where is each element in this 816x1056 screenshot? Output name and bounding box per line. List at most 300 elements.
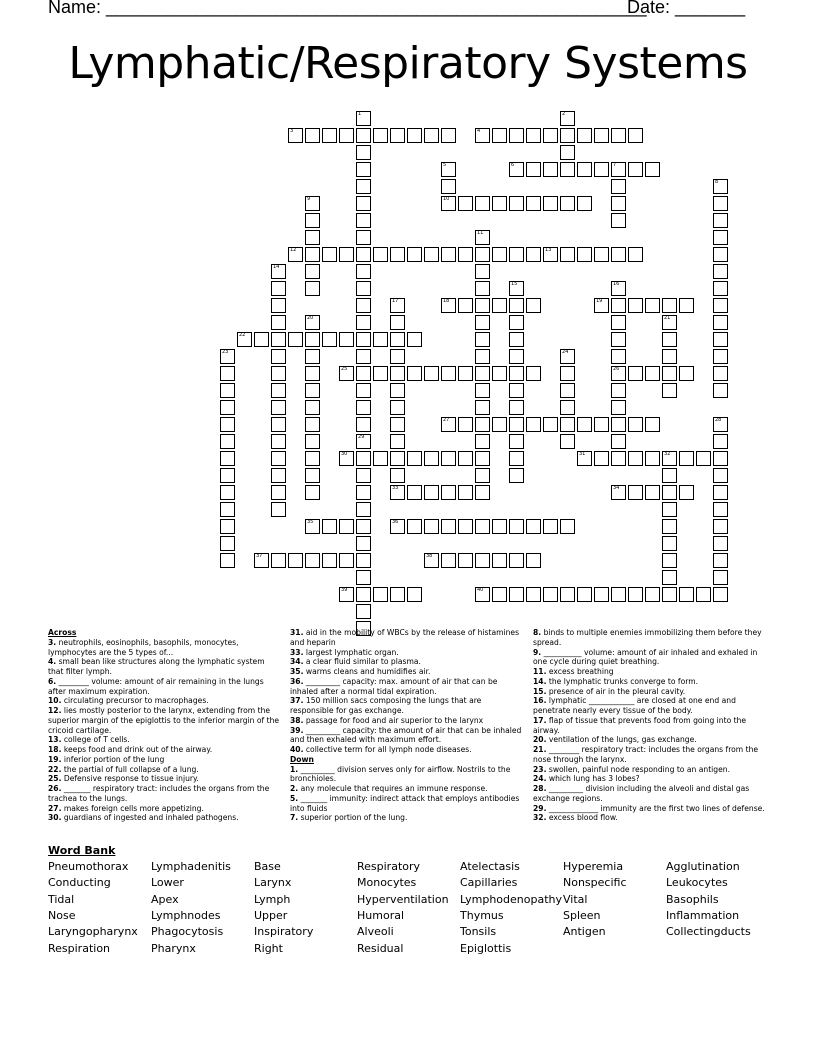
grid-cell[interactable] (220, 349, 235, 364)
grid-cell[interactable] (645, 485, 660, 500)
grid-cell[interactable] (441, 553, 456, 568)
grid-cell[interactable] (696, 587, 711, 602)
grid-cell[interactable] (407, 587, 422, 602)
grid-cell[interactable] (645, 366, 660, 381)
grid-cell[interactable] (509, 315, 524, 330)
grid-cell[interactable] (356, 213, 371, 228)
grid-cell[interactable] (390, 587, 405, 602)
grid-cell[interactable] (373, 451, 388, 466)
grid-cell[interactable] (560, 383, 575, 398)
grid-cell[interactable] (526, 196, 541, 211)
grid-cell[interactable] (424, 366, 439, 381)
grid-cell[interactable] (271, 366, 286, 381)
grid-cell[interactable] (407, 366, 422, 381)
grid-cell[interactable] (356, 162, 371, 177)
grid-cell[interactable] (356, 451, 371, 466)
grid-cell[interactable] (390, 451, 405, 466)
grid-cell[interactable] (356, 485, 371, 500)
grid-cell[interactable] (475, 264, 490, 279)
grid-cell[interactable] (577, 587, 592, 602)
grid-cell[interactable] (254, 332, 269, 347)
grid-cell[interactable] (713, 366, 728, 381)
grid-cell[interactable] (594, 128, 609, 143)
grid-cell[interactable] (458, 451, 473, 466)
grid-cell[interactable] (458, 298, 473, 313)
grid-cell[interactable] (288, 553, 303, 568)
grid-cell[interactable] (407, 485, 422, 500)
grid-cell[interactable] (594, 451, 609, 466)
grid-cell[interactable] (526, 519, 541, 534)
grid-cell[interactable] (509, 587, 524, 602)
grid-cell[interactable] (339, 128, 354, 143)
grid-cell[interactable] (560, 519, 575, 534)
grid-cell[interactable] (560, 196, 575, 211)
grid-cell[interactable] (543, 417, 558, 432)
grid-cell[interactable] (339, 519, 354, 534)
grid-cell[interactable] (305, 349, 320, 364)
grid-cell[interactable] (441, 485, 456, 500)
grid-cell[interactable] (662, 570, 677, 585)
grid-cell[interactable] (628, 451, 643, 466)
grid-cell[interactable] (713, 383, 728, 398)
grid-cell[interactable] (611, 162, 626, 177)
grid-cell[interactable] (305, 196, 320, 211)
grid-cell[interactable] (475, 247, 490, 262)
grid-cell[interactable] (662, 366, 677, 381)
grid-cell[interactable] (475, 230, 490, 245)
grid-cell[interactable] (220, 417, 235, 432)
grid-cell[interactable] (356, 315, 371, 330)
grid-cell[interactable] (220, 485, 235, 500)
grid-cell[interactable] (271, 417, 286, 432)
grid-cell[interactable] (441, 162, 456, 177)
grid-cell[interactable] (356, 264, 371, 279)
grid-cell[interactable] (356, 366, 371, 381)
grid-cell[interactable] (577, 247, 592, 262)
grid-cell[interactable] (594, 247, 609, 262)
grid-cell[interactable] (577, 196, 592, 211)
grid-cell[interactable] (713, 536, 728, 551)
grid-cell[interactable] (305, 281, 320, 296)
grid-cell[interactable] (543, 519, 558, 534)
grid-cell[interactable] (526, 366, 541, 381)
grid-cell[interactable] (509, 281, 524, 296)
grid-cell[interactable] (526, 298, 541, 313)
grid-cell[interactable] (356, 230, 371, 245)
grid-cell[interactable] (305, 383, 320, 398)
grid-cell[interactable] (611, 587, 626, 602)
grid-cell[interactable] (390, 366, 405, 381)
grid-cell[interactable] (390, 417, 405, 432)
grid-cell[interactable] (356, 434, 371, 449)
grid-cell[interactable] (594, 298, 609, 313)
grid-cell[interactable] (509, 332, 524, 347)
grid-cell[interactable] (441, 247, 456, 262)
grid-cell[interactable] (526, 587, 541, 602)
grid-cell[interactable] (662, 315, 677, 330)
grid-cell[interactable] (220, 468, 235, 483)
grid-cell[interactable] (662, 332, 677, 347)
grid-cell[interactable] (577, 451, 592, 466)
grid-cell[interactable] (407, 247, 422, 262)
grid-cell[interactable] (577, 417, 592, 432)
grid-cell[interactable] (526, 417, 541, 432)
grid-cell[interactable] (509, 553, 524, 568)
grid-cell[interactable] (611, 349, 626, 364)
grid-cell[interactable] (322, 332, 337, 347)
grid-cell[interactable] (509, 400, 524, 415)
grid-cell[interactable] (713, 349, 728, 364)
grid-cell[interactable] (611, 315, 626, 330)
grid-cell[interactable] (713, 519, 728, 534)
grid-cell[interactable] (356, 502, 371, 517)
grid-cell[interactable] (628, 162, 643, 177)
grid-cell[interactable] (611, 298, 626, 313)
grid-cell[interactable] (713, 298, 728, 313)
grid-cell[interactable] (271, 281, 286, 296)
grid-cell[interactable] (356, 468, 371, 483)
grid-cell[interactable] (662, 519, 677, 534)
grid-cell[interactable] (373, 587, 388, 602)
grid-cell[interactable] (390, 400, 405, 415)
grid-cell[interactable] (509, 247, 524, 262)
grid-cell[interactable] (220, 519, 235, 534)
grid-cell[interactable] (390, 298, 405, 313)
grid-cell[interactable] (526, 247, 541, 262)
grid-cell[interactable] (611, 434, 626, 449)
grid-cell[interactable] (713, 553, 728, 568)
grid-cell[interactable] (356, 604, 371, 619)
grid-cell[interactable] (288, 332, 303, 347)
grid-cell[interactable] (713, 230, 728, 245)
grid-cell[interactable] (645, 451, 660, 466)
grid-cell[interactable] (407, 332, 422, 347)
grid-cell[interactable] (390, 383, 405, 398)
grid-cell[interactable] (356, 128, 371, 143)
grid-cell[interactable] (611, 366, 626, 381)
grid-cell[interactable] (713, 315, 728, 330)
grid-cell[interactable] (628, 485, 643, 500)
grid-cell[interactable] (305, 519, 320, 534)
grid-cell[interactable] (390, 247, 405, 262)
grid-cell[interactable] (611, 417, 626, 432)
grid-cell[interactable] (220, 502, 235, 517)
grid-cell[interactable] (492, 247, 507, 262)
grid-cell[interactable] (356, 298, 371, 313)
grid-cell[interactable] (271, 434, 286, 449)
grid-cell[interactable] (441, 179, 456, 194)
grid-cell[interactable] (475, 553, 490, 568)
grid-cell[interactable] (611, 196, 626, 211)
grid-cell[interactable] (339, 587, 354, 602)
grid-cell[interactable] (526, 162, 541, 177)
grid-cell[interactable] (475, 587, 490, 602)
grid-cell[interactable] (509, 417, 524, 432)
grid-cell[interactable] (271, 502, 286, 517)
grid-cell[interactable] (407, 128, 422, 143)
grid-cell[interactable] (628, 417, 643, 432)
grid-cell[interactable] (628, 298, 643, 313)
grid-cell[interactable] (475, 383, 490, 398)
grid-cell[interactable] (628, 247, 643, 262)
grid-cell[interactable] (662, 383, 677, 398)
grid-cell[interactable] (628, 366, 643, 381)
grid-cell[interactable] (594, 587, 609, 602)
grid-cell[interactable] (492, 298, 507, 313)
grid-cell[interactable] (526, 128, 541, 143)
grid-cell[interactable] (679, 485, 694, 500)
grid-cell[interactable] (560, 162, 575, 177)
grid-cell[interactable] (220, 400, 235, 415)
grid-cell[interactable] (611, 179, 626, 194)
grid-cell[interactable] (475, 281, 490, 296)
grid-cell[interactable] (475, 128, 490, 143)
grid-cell[interactable] (679, 366, 694, 381)
grid-cell[interactable] (339, 247, 354, 262)
grid-cell[interactable] (594, 417, 609, 432)
grid-cell[interactable] (305, 485, 320, 500)
grid-cell[interactable] (407, 519, 422, 534)
grid-cell[interactable] (628, 128, 643, 143)
grid-cell[interactable] (475, 485, 490, 500)
grid-cell[interactable] (424, 553, 439, 568)
grid-cell[interactable] (220, 451, 235, 466)
grid-cell[interactable] (611, 485, 626, 500)
grid-cell[interactable] (713, 451, 728, 466)
grid-cell[interactable] (611, 213, 626, 228)
grid-cell[interactable] (305, 247, 320, 262)
grid-cell[interactable] (356, 332, 371, 347)
grid-cell[interactable] (611, 281, 626, 296)
grid-cell[interactable] (662, 536, 677, 551)
grid-cell[interactable] (424, 247, 439, 262)
grid-cell[interactable] (509, 519, 524, 534)
grid-cell[interactable] (373, 332, 388, 347)
grid-cell[interactable] (271, 553, 286, 568)
grid-cell[interactable] (577, 162, 592, 177)
grid-cell[interactable] (475, 434, 490, 449)
grid-cell[interactable] (356, 349, 371, 364)
grid-cell[interactable] (713, 468, 728, 483)
grid-cell[interactable] (339, 451, 354, 466)
grid-cell[interactable] (356, 383, 371, 398)
grid-cell[interactable] (509, 162, 524, 177)
grid-cell[interactable] (220, 536, 235, 551)
grid-cell[interactable] (356, 400, 371, 415)
grid-cell[interactable] (271, 349, 286, 364)
grid-cell[interactable] (458, 553, 473, 568)
grid-cell[interactable] (492, 128, 507, 143)
grid-cell[interactable] (356, 111, 371, 126)
grid-cell[interactable] (560, 247, 575, 262)
name-field[interactable]: Name: ______________________________________________________ (48, 0, 647, 17)
grid-cell[interactable] (713, 502, 728, 517)
grid-cell[interactable] (475, 349, 490, 364)
grid-cell[interactable] (645, 587, 660, 602)
grid-cell[interactable] (271, 315, 286, 330)
grid-cell[interactable] (220, 553, 235, 568)
grid-cell[interactable] (441, 451, 456, 466)
grid-cell[interactable] (339, 332, 354, 347)
grid-cell[interactable] (475, 519, 490, 534)
grid-cell[interactable] (220, 434, 235, 449)
grid-cell[interactable] (220, 383, 235, 398)
grid-cell[interactable] (492, 196, 507, 211)
grid-cell[interactable] (339, 553, 354, 568)
grid-cell[interactable] (645, 417, 660, 432)
grid-cell[interactable] (305, 332, 320, 347)
grid-cell[interactable] (713, 179, 728, 194)
grid-cell[interactable] (356, 553, 371, 568)
grid-cell[interactable] (560, 349, 575, 364)
grid-cell[interactable] (356, 145, 371, 160)
grid-cell[interactable] (322, 247, 337, 262)
grid-cell[interactable] (543, 128, 558, 143)
grid-cell[interactable] (475, 315, 490, 330)
grid-cell[interactable] (305, 315, 320, 330)
grid-cell[interactable] (696, 451, 711, 466)
grid-cell[interactable] (305, 230, 320, 245)
grid-cell[interactable] (662, 468, 677, 483)
grid-cell[interactable] (543, 247, 558, 262)
grid-cell[interactable] (458, 247, 473, 262)
grid-cell[interactable] (560, 434, 575, 449)
grid-cell[interactable] (237, 332, 252, 347)
grid-cell[interactable] (322, 519, 337, 534)
grid-cell[interactable] (390, 434, 405, 449)
grid-cell[interactable] (356, 247, 371, 262)
grid-cell[interactable] (424, 485, 439, 500)
grid-cell[interactable] (441, 128, 456, 143)
grid-cell[interactable] (288, 128, 303, 143)
grid-cell[interactable] (492, 366, 507, 381)
grid-cell[interactable] (611, 400, 626, 415)
grid-cell[interactable] (356, 417, 371, 432)
grid-cell[interactable] (305, 553, 320, 568)
grid-cell[interactable] (662, 553, 677, 568)
grid-cell[interactable] (441, 298, 456, 313)
grid-cell[interactable] (509, 434, 524, 449)
grid-cell[interactable] (271, 468, 286, 483)
grid-cell[interactable] (662, 485, 677, 500)
grid-cell[interactable] (560, 400, 575, 415)
grid-cell[interactable] (611, 383, 626, 398)
grid-cell[interactable] (475, 196, 490, 211)
grid-cell[interactable] (441, 519, 456, 534)
grid-cell[interactable] (475, 366, 490, 381)
grid-cell[interactable] (662, 298, 677, 313)
grid-cell[interactable] (305, 366, 320, 381)
grid-cell[interactable] (305, 128, 320, 143)
grid-cell[interactable] (509, 468, 524, 483)
grid-cell[interactable] (679, 587, 694, 602)
grid-cell[interactable] (713, 485, 728, 500)
grid-cell[interactable] (305, 213, 320, 228)
grid-cell[interactable] (662, 349, 677, 364)
grid-cell[interactable] (713, 264, 728, 279)
grid-cell[interactable] (509, 383, 524, 398)
grid-cell[interactable] (271, 400, 286, 415)
grid-cell[interactable] (611, 332, 626, 347)
grid-cell[interactable] (424, 451, 439, 466)
grid-cell[interactable] (509, 128, 524, 143)
grid-cell[interactable] (713, 587, 728, 602)
grid-cell[interactable] (560, 128, 575, 143)
grid-cell[interactable] (305, 451, 320, 466)
grid-cell[interactable] (713, 213, 728, 228)
grid-cell[interactable] (441, 196, 456, 211)
grid-cell[interactable] (577, 128, 592, 143)
grid-cell[interactable] (560, 417, 575, 432)
grid-cell[interactable] (560, 145, 575, 160)
grid-cell[interactable] (356, 196, 371, 211)
grid-cell[interactable] (509, 298, 524, 313)
grid-cell[interactable] (271, 451, 286, 466)
grid-cell[interactable] (305, 400, 320, 415)
grid-cell[interactable] (458, 366, 473, 381)
grid-cell[interactable] (390, 485, 405, 500)
grid-cell[interactable] (305, 417, 320, 432)
grid-cell[interactable] (713, 332, 728, 347)
grid-cell[interactable] (475, 451, 490, 466)
grid-cell[interactable] (390, 128, 405, 143)
grid-cell[interactable] (509, 196, 524, 211)
grid-cell[interactable] (713, 434, 728, 449)
grid-cell[interactable] (390, 315, 405, 330)
grid-cell[interactable] (305, 264, 320, 279)
grid-cell[interactable] (373, 247, 388, 262)
grid-cell[interactable] (339, 366, 354, 381)
grid-cell[interactable] (611, 128, 626, 143)
grid-cell[interactable] (356, 587, 371, 602)
grid-cell[interactable] (271, 264, 286, 279)
grid-cell[interactable] (713, 247, 728, 262)
grid-cell[interactable] (628, 587, 643, 602)
grid-cell[interactable] (713, 281, 728, 296)
grid-cell[interactable] (611, 451, 626, 466)
grid-cell[interactable] (254, 553, 269, 568)
grid-cell[interactable] (679, 451, 694, 466)
grid-cell[interactable] (356, 179, 371, 194)
grid-cell[interactable] (475, 400, 490, 415)
grid-cell[interactable] (713, 196, 728, 211)
grid-cell[interactable] (305, 434, 320, 449)
grid-cell[interactable] (390, 349, 405, 364)
grid-cell[interactable] (458, 485, 473, 500)
grid-cell[interactable] (662, 451, 677, 466)
grid-cell[interactable] (458, 519, 473, 534)
grid-cell[interactable] (424, 519, 439, 534)
grid-cell[interactable] (645, 162, 660, 177)
grid-cell[interactable] (679, 298, 694, 313)
grid-cell[interactable] (356, 536, 371, 551)
grid-cell[interactable] (441, 366, 456, 381)
grid-cell[interactable] (662, 502, 677, 517)
grid-cell[interactable] (220, 366, 235, 381)
grid-cell[interactable] (713, 570, 728, 585)
grid-cell[interactable] (288, 247, 303, 262)
grid-cell[interactable] (492, 587, 507, 602)
grid-cell[interactable] (645, 298, 660, 313)
grid-cell[interactable] (492, 553, 507, 568)
grid-cell[interactable] (475, 417, 490, 432)
grid-cell[interactable] (509, 451, 524, 466)
grid-cell[interactable] (458, 196, 473, 211)
grid-cell[interactable] (390, 468, 405, 483)
grid-cell[interactable] (458, 417, 473, 432)
grid-cell[interactable] (390, 519, 405, 534)
grid-cell[interactable] (271, 298, 286, 313)
